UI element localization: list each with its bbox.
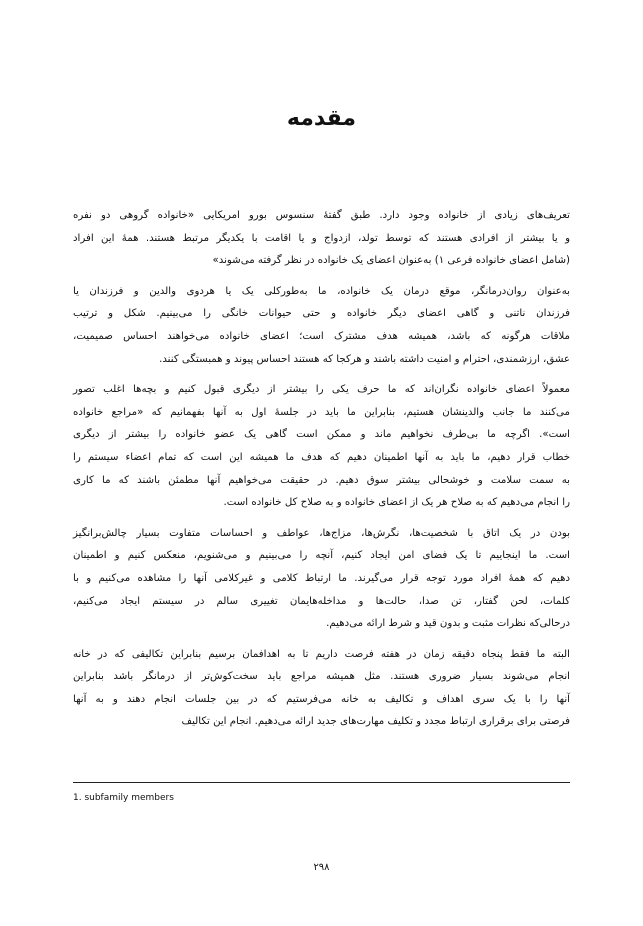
text-line: خطاب قرار دهیم، ما باید به آنها اطمینان دهیم که هدف ما همیشه این است که تمام اعضاء سیستم را: [73, 451, 570, 463]
text-line: (شامل اعضای خانواده فرعی ۱) به‌عنوان اعضای یک خانواده در نظر گرفته می‌شوند»: [212, 255, 570, 267]
text-line: است. ما اینجاییم تا یک فضای امن ایجاد کنیم، آنچه را می‌بینیم و می‌شنویم، منعکس کنیم و اطمینان: [73, 550, 570, 562]
paragraph: [73, 281, 570, 371]
page-title: مقدمه: [286, 106, 357, 131]
text-line: درحالی‌که نظرات مثبت و بدون قید و شرط ارائه می‌دهیم.: [326, 618, 570, 630]
text-line: به سمت سلامت و خوشحالی بیشتر سوق دهیم. در حقیقت می‌خواهیم آنها مطمئن باشند که ما کاری: [73, 474, 570, 486]
body-text: [73, 205, 570, 742]
text-line: عشق، ارزشمندی، احترام و امنیت داشته باشند و هرکجا که هستند احساس پیوند و همبستگی کنند.: [159, 353, 570, 365]
footnote: 1. subfamily members: [73, 793, 174, 803]
footnote-divider: [73, 782, 570, 783]
text-line: دهیم که همهٔ افراد مورد توجه قرار می‌گیرند. ما ارتباط کلامی و غیرکلامی آنها را مشاهده می‌کنیم و با: [73, 572, 570, 584]
paragraph: [73, 644, 570, 734]
text-line: کلمات، لحن گفتار، تن صدا، حالت‌ها و مداخله‌هایمان تغییری سالم در سیستم ایجاد می‌کنیم،: [73, 595, 570, 607]
text-line: و یا بیشتر از افرادی هستند که توسط تولد، ازدواج و یا اقامت با یکدیگر مرتبط هستند. همهٔ این افراد: [73, 232, 570, 244]
text-line: آنها را با یک سری اهداف و تکالیف به خانه می‌فرستیم که در بین جلسات انجام دهند و به آنها: [73, 693, 570, 705]
text-line: انجام می‌شوند بسیار ضروری هستند. مثل همیشه مراجع باید سخت‌کوش‌تر از درمانگر باشد بنابراین: [73, 671, 570, 683]
text-line: است». اگرچه ما بی‌طرف نخواهیم ماند و ممکن است گاهی یک عضو خانواده را بیشتر از دیگری: [73, 429, 570, 441]
text-line: فرزندان ناتنی و گاهی اعضای دیگر خانواده و حتی حیوانات خانگی را می‌بینیم. شکل و ترتیب: [73, 308, 570, 320]
paragraph: [73, 205, 570, 273]
paragraph: [73, 379, 570, 515]
text-line: ملاقات هرگونه که باشد، همیشه هدف مشترک است؛ اعضای خانواده می‌خواهند احساس صمیمیت،: [73, 330, 570, 342]
text-line: بودن در یک اتاق با شخصیت‌ها، نگرش‌ها، مزاج‌ها، عواطف و احساسات متفاوت بسیار چالش‌برانگیز: [73, 527, 570, 539]
text-line: تعریف‌های زیادی از خانواده وجود دارد. طبق گفتهٔ سنسوس بورو امریکایی «خانواده گروهی دو نفره: [73, 210, 570, 221]
text-line: فرصتی برای برقراری ارتباط مجدد و تکلیف مهارت‌های جدید ارائه می‌دهیم. انجام این تکالیف: [181, 716, 570, 728]
page-number: ۲۹۸: [313, 862, 330, 873]
text-line: البته ما فقط پنجاه دقیقه زمان در هفته فرصت داریم تا به اهدافمان برسیم بنابراین تکالیفی که در خانه: [73, 648, 570, 660]
paragraph: [73, 523, 570, 636]
text-line: معمولاً اعضای خانواده نگران‌اند که ما حرف یکی را بیشتر از دیگری قبول کنیم و بچه‌ها اغلب تصور: [73, 384, 570, 396]
text-line: را انجام می‌دهیم که به صلاح هر یک از اعضای خانواده و به صلاح کل خانواده است.: [223, 497, 570, 509]
text-line: به‌عنوان روان‌درمانگر، موقع درمان یک خانواده، ما به‌طورکلی یک یا هردوی والدین و فرزندان یا: [73, 285, 570, 297]
text-line: می‌کنند ما جانب والدینشان هستیم، بنابراین ما باید در جلسهٔ اول به آنها بفهمانیم که «مراجع خانواده: [73, 406, 570, 418]
